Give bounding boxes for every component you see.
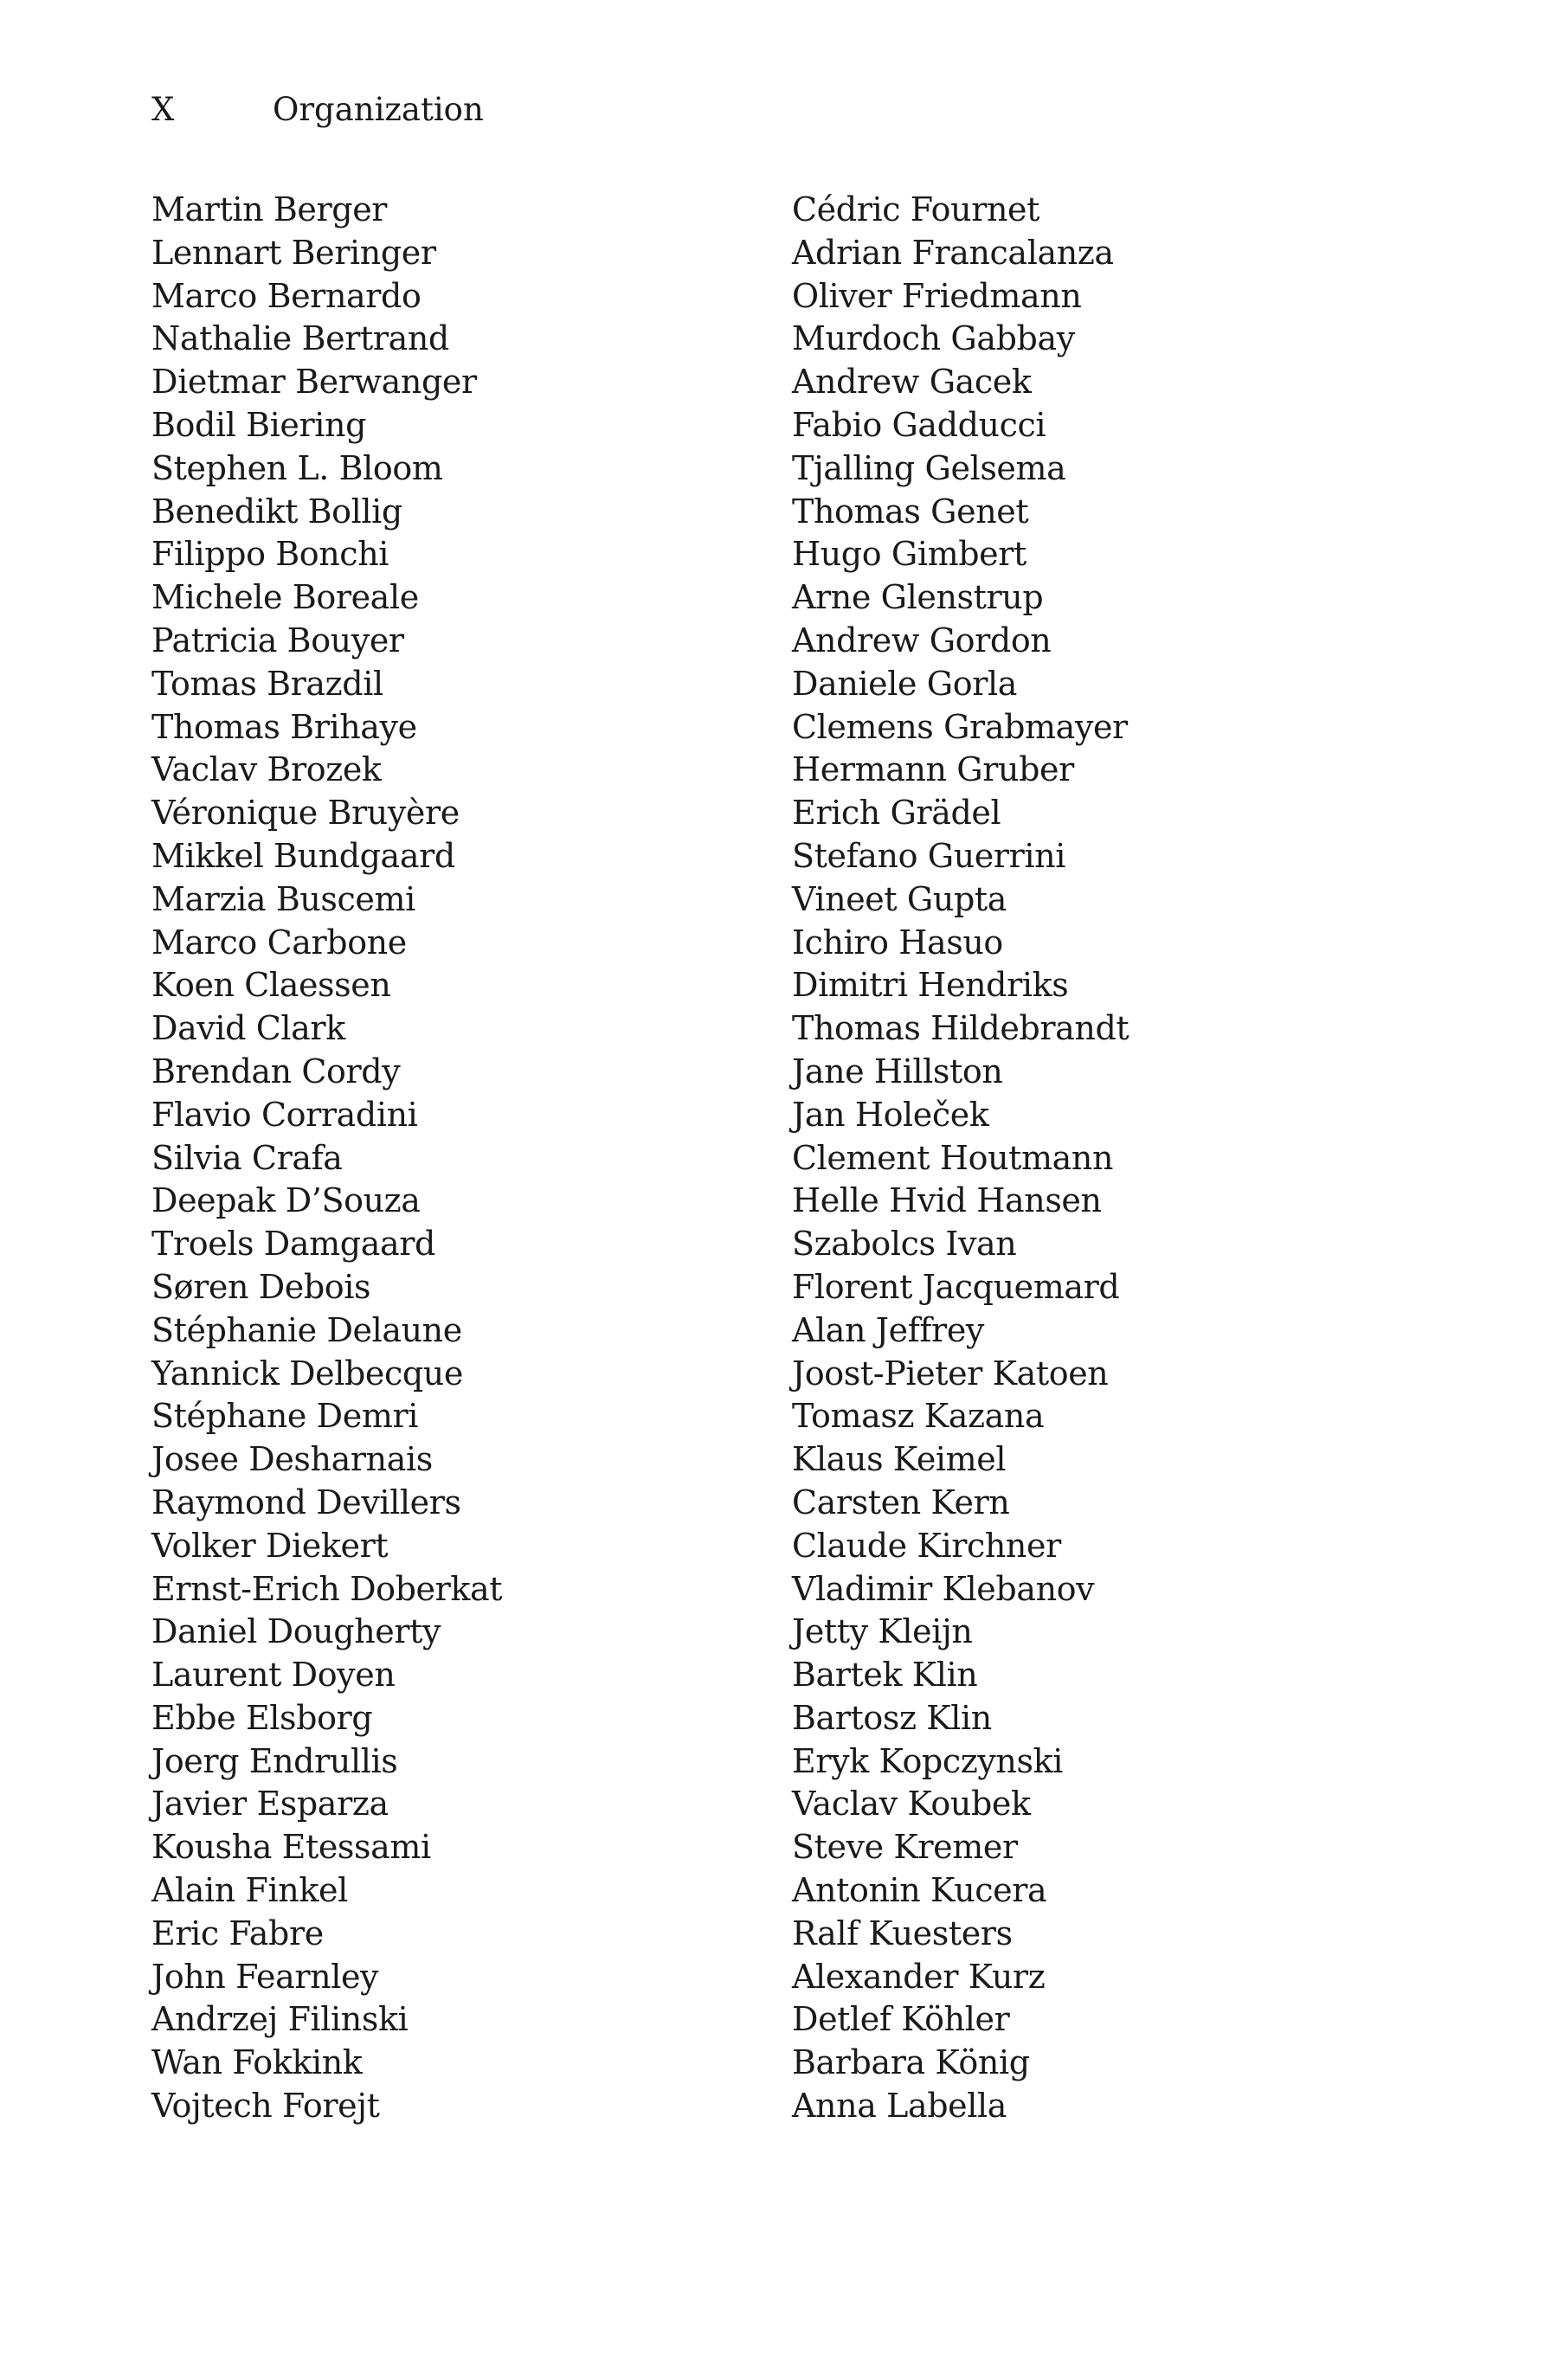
name-list-item: Bodil Biering <box>151 405 366 444</box>
name-list-item: Alan Jeffrey <box>792 1310 984 1349</box>
name-list-item: Tjalling Gelsema <box>792 448 1066 487</box>
name-list-item: Clement Houtmann <box>792 1138 1114 1177</box>
name-list-item: Ebbe Elsborg <box>151 1698 373 1737</box>
name-list-item: Bartosz Klin <box>792 1698 992 1737</box>
name-list-item: Dimitri Hendriks <box>792 966 1069 1005</box>
name-list-item: Tomas Brazdil <box>151 664 383 703</box>
name-list-item: Thomas Brihaye <box>151 707 417 746</box>
name-list-item: Andrew Gordon <box>792 621 1052 659</box>
name-list-item: Fabio Gadducci <box>792 405 1046 444</box>
name-list-item: Javier Esparza <box>151 1785 389 1824</box>
name-list-item: Vladimir Klebanov <box>792 1569 1095 1608</box>
name-list-item: Szabolcs Ivan <box>792 1225 1017 1264</box>
name-list-item: Martin Berger <box>151 190 388 228</box>
name-list-item: Anna Labella <box>792 2087 1007 2126</box>
name-list-item: Vojtech Forejt <box>151 2087 380 2126</box>
name-list-item: David Clark <box>151 1009 345 1048</box>
name-list-item: Vineet Gupta <box>792 879 1007 918</box>
name-list-item: Helle Hvid Hansen <box>792 1181 1102 1220</box>
name-list-item: Andrew Gacek <box>792 363 1032 402</box>
name-list-item: Florent Jacquemard <box>792 1267 1120 1306</box>
name-list-item: Troels Damgaard <box>151 1225 435 1264</box>
name-list-item: Josee Desharnais <box>151 1440 433 1479</box>
name-list-item: Ichiro Hasuo <box>792 923 1003 962</box>
name-list-item: Eric Fabre <box>151 1914 324 1952</box>
name-list-item: Daniel Dougherty <box>151 1612 441 1651</box>
name-list-item: Joerg Endrullis <box>151 1741 398 1780</box>
name-list-item: Michele Boreale <box>151 578 419 617</box>
name-list-item: Daniele Gorla <box>792 664 1017 703</box>
name-list-item: Oliver Friedmann <box>792 276 1082 315</box>
name-list-item: Adrian Francalanza <box>792 233 1114 272</box>
name-list-item: Carsten Kern <box>792 1483 1010 1521</box>
page-header <box>151 91 484 128</box>
name-list-item: Filippo Bonchi <box>151 535 389 574</box>
name-list-item: Volker Diekert <box>151 1526 389 1565</box>
name-list-item: John Fearnley <box>151 1957 379 1996</box>
name-list-item: Patricia Bouyer <box>151 621 404 659</box>
name-list-item: Vaclav Brozek <box>151 750 382 789</box>
running-title: Organization <box>273 91 484 128</box>
name-list-item: Koen Claessen <box>151 966 391 1005</box>
name-list-item: Benedikt Bollig <box>151 492 402 531</box>
name-list-item: Kousha Etessami <box>151 1828 431 1867</box>
name-list-item: Joost-Pieter Katoen <box>792 1354 1109 1393</box>
name-list-item: Klaus Keimel <box>792 1440 1007 1479</box>
name-list-item: Arne Glenstrup <box>792 578 1044 617</box>
name-list-item: Stéphanie Delaune <box>151 1310 462 1349</box>
name-list-item: Laurent Doyen <box>151 1656 396 1695</box>
name-list-item: Eryk Kopczynski <box>792 1741 1063 1780</box>
name-list-item: Bartek Klin <box>792 1656 978 1695</box>
name-list-item: Jane Hillston <box>792 1052 1003 1090</box>
name-list-item: Yannick Delbecque <box>151 1354 463 1393</box>
name-list-item: Brendan Cordy <box>151 1052 401 1090</box>
name-list-item: Cédric Fournet <box>792 190 1040 228</box>
name-list-item: Murdoch Gabbay <box>792 319 1075 358</box>
name-list-item: Jetty Kleijn <box>792 1612 973 1651</box>
name-list-item: Flavio Corradini <box>151 1095 418 1134</box>
name-list-item: Nathalie Bertrand <box>151 319 449 358</box>
name-list-item: Alexander Kurz <box>792 1957 1046 1996</box>
name-list-item: Stefano Guerrini <box>792 836 1065 875</box>
name-list-item: Tomasz Kazana <box>792 1397 1045 1436</box>
name-list-item: Wan Fokkink <box>151 2043 363 2082</box>
name-list-item: Alain Finkel <box>151 1871 348 1910</box>
name-list-item: Søren Debois <box>151 1267 371 1306</box>
name-list-item: Clemens Grabmayer <box>792 707 1128 746</box>
name-list-item: Hermann Gruber <box>792 750 1074 789</box>
name-list-item: Jan Holeček <box>792 1095 989 1134</box>
name-list-item: Dietmar Berwanger <box>151 363 477 402</box>
name-list-item: Antonin Kucera <box>792 1871 1047 1910</box>
name-list-item: Erich Grädel <box>792 794 1001 833</box>
name-list-item: Thomas Genet <box>792 492 1029 531</box>
name-list-item: Raymond Devillers <box>151 1483 461 1521</box>
name-list-item: Barbara König <box>792 2043 1030 2082</box>
name-list-item: Ralf Kuesters <box>792 1914 1013 1952</box>
name-list-item: Deepak D’Souza <box>151 1181 421 1220</box>
name-list-item: Detlef Köhler <box>792 2000 1010 2039</box>
name-list-item: Stéphane Demri <box>151 1397 418 1436</box>
name-list-item: Claude Kirchner <box>792 1526 1061 1565</box>
name-list-item: Steve Kremer <box>792 1828 1018 1867</box>
name-list-item: Vaclav Koubek <box>792 1785 1031 1824</box>
page-number: X <box>151 91 175 128</box>
name-list-item: Andrzej Filinski <box>151 2000 409 2039</box>
name-list-item: Stephen L. Bloom <box>151 448 443 487</box>
name-list-item: Marco Carbone <box>151 923 407 962</box>
names-column-left <box>151 189 502 2128</box>
name-list-item: Marzia Buscemi <box>151 879 415 918</box>
name-list-item: Mikkel Bundgaard <box>151 836 455 875</box>
name-list-item: Hugo Gimbert <box>792 535 1026 574</box>
name-list-item: Lennart Beringer <box>151 233 436 272</box>
name-list-item: Véronique Bruyère <box>151 794 460 833</box>
name-list-item: Marco Bernardo <box>151 276 422 315</box>
name-list-item: Thomas Hildebrandt <box>792 1009 1129 1048</box>
name-list-item: Ernst-Erich Doberkat <box>151 1569 503 1608</box>
names-column-right <box>792 189 1129 2128</box>
name-list-item: Silvia Crafa <box>151 1138 343 1177</box>
